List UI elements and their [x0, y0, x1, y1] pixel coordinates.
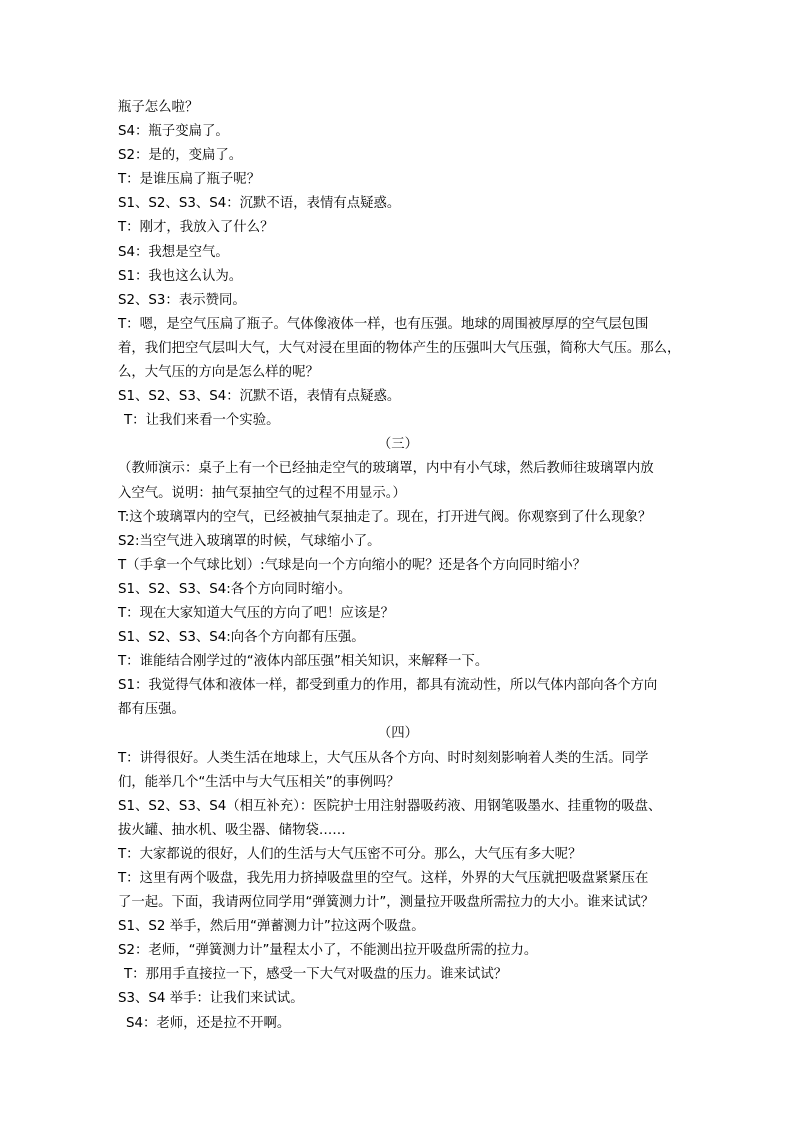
text-line: T：现在大家知道大气压的方向了吧！应该是？ — [118, 605, 394, 621]
text-line: 们，能举几个“生活中与大气压相关”的事例吗？ — [118, 774, 400, 790]
text-line: 入空气。说明：抽气泵抽空气的过程不用显示。） — [118, 485, 406, 501]
text-line: S1、S2、S3、S4（相互补充）：医院护士用注射器吸药液、用钢笔吸墨水、挂重物的吸盘、 — [118, 798, 662, 814]
text-line: S4：瓶子变扁了。 — [118, 124, 229, 140]
text-line: S2：是的，变扁了。 — [118, 148, 243, 164]
text-line: S1、S2、S3、S4:向各个方向都有压强。 — [118, 630, 365, 646]
text-line: 拔火罐、抽水机、吸尘器、储物袋…… — [118, 822, 346, 838]
text-line: S4：我想是空气。 — [118, 244, 229, 260]
text-line: S1：我觉得气体和液体一样，都受到重力的作用，都具有流动性，所以气体内部向各个方向 — [118, 678, 658, 694]
text-line: 了一起。下面，我请两位同学用“弹簧测力计”，测量拉开吸盘所需拉力的大小。谁来试试？ — [118, 895, 655, 911]
text-line: S2:当空气进入玻璃罩的时候，气球缩小了。 — [118, 533, 381, 549]
text-line: T：这里有两个吸盘，我先用力挤掉吸盘里的空气。这样，外界的大气压就把吸盘紧紧压在 — [118, 871, 649, 886]
text-line: T（手拿一个气球比划）:气球是向一个方向缩小的呢？还是各个方向同时缩小？ — [118, 557, 586, 573]
section-heading: （三） — [377, 437, 419, 453]
text-line: T：那用手直接拉一下，感受一下大气对吸盘的压力。谁来试试？ — [124, 967, 508, 983]
text-line: 着，我们把空气层叫大气，大气对浸在里面的物体产生的压强叫大气压强，简称大气压。那么， — [118, 340, 681, 356]
text-line: S3、S4 举手：让我们来试试。 — [118, 991, 304, 1007]
text-line: S1、S2、S3、S4：沉默不语，表情有点疑惑。 — [118, 389, 401, 405]
text-line: T：讲得很好。人类生活在地球上，大气压从各个方向、时时刻刻影响着人类的生活。同学 — [118, 750, 649, 766]
text-line: S1：我也这么认为。 — [118, 268, 243, 284]
section-heading: （四） — [377, 726, 419, 742]
text-line: S1、S2、S3、S4:各个方向同时缩小。 — [118, 581, 352, 597]
text-line: T：是谁压扁了瓶子呢？ — [118, 172, 261, 188]
text-line: S4：老师，还是拉不开啊。 — [126, 1015, 291, 1031]
text-line: （教师演示：桌子上有一个已经抽走空气的玻璃罩，内中有小气球，然后教师往玻璃罩内放 — [118, 461, 654, 477]
text-line: 么，大气压的方向是怎么样的呢？ — [118, 365, 319, 381]
text-line: S1、S2 举手，然后用“弹蓄测力计”拉这两个吸盘。 — [118, 919, 425, 935]
document-page — [118, 96, 681, 1036]
text-line: T：让我们来看一个实验。 — [124, 413, 280, 429]
text-line: S2、S3：表示赞同。 — [118, 292, 246, 308]
text-line: T：大家都说的很好，人们的生活与大气压密不可分。那么，大气压有多大呢？ — [118, 846, 582, 862]
text-line: T：刚才，我放入了什么？ — [118, 220, 274, 236]
text-line: S1、S2、S3、S4：沉默不语，表情有点疑惑。 — [118, 196, 401, 212]
text-line: 瓶子怎么啦？ — [118, 100, 199, 115]
text-line: T：嗯，是空气压扁了瓶子。气体像液体一样，也有压强。地球的周围被厚厚的空气层包围 — [118, 316, 649, 332]
text-line: T:这个玻璃罩内的空气，已经被抽气泵抽走了。现在，打开进气阀。你观察到了什么现象？ — [118, 509, 652, 525]
text-line: S2：老师，“弹簧测力计”量程太小了，不能测出拉开吸盘所需的拉力。 — [118, 943, 538, 959]
text-line: 都有压强。 — [118, 702, 185, 718]
text-line: T：谁能结合刚学过的“液体内部压强”相关知识，来解释一下。 — [118, 654, 489, 670]
